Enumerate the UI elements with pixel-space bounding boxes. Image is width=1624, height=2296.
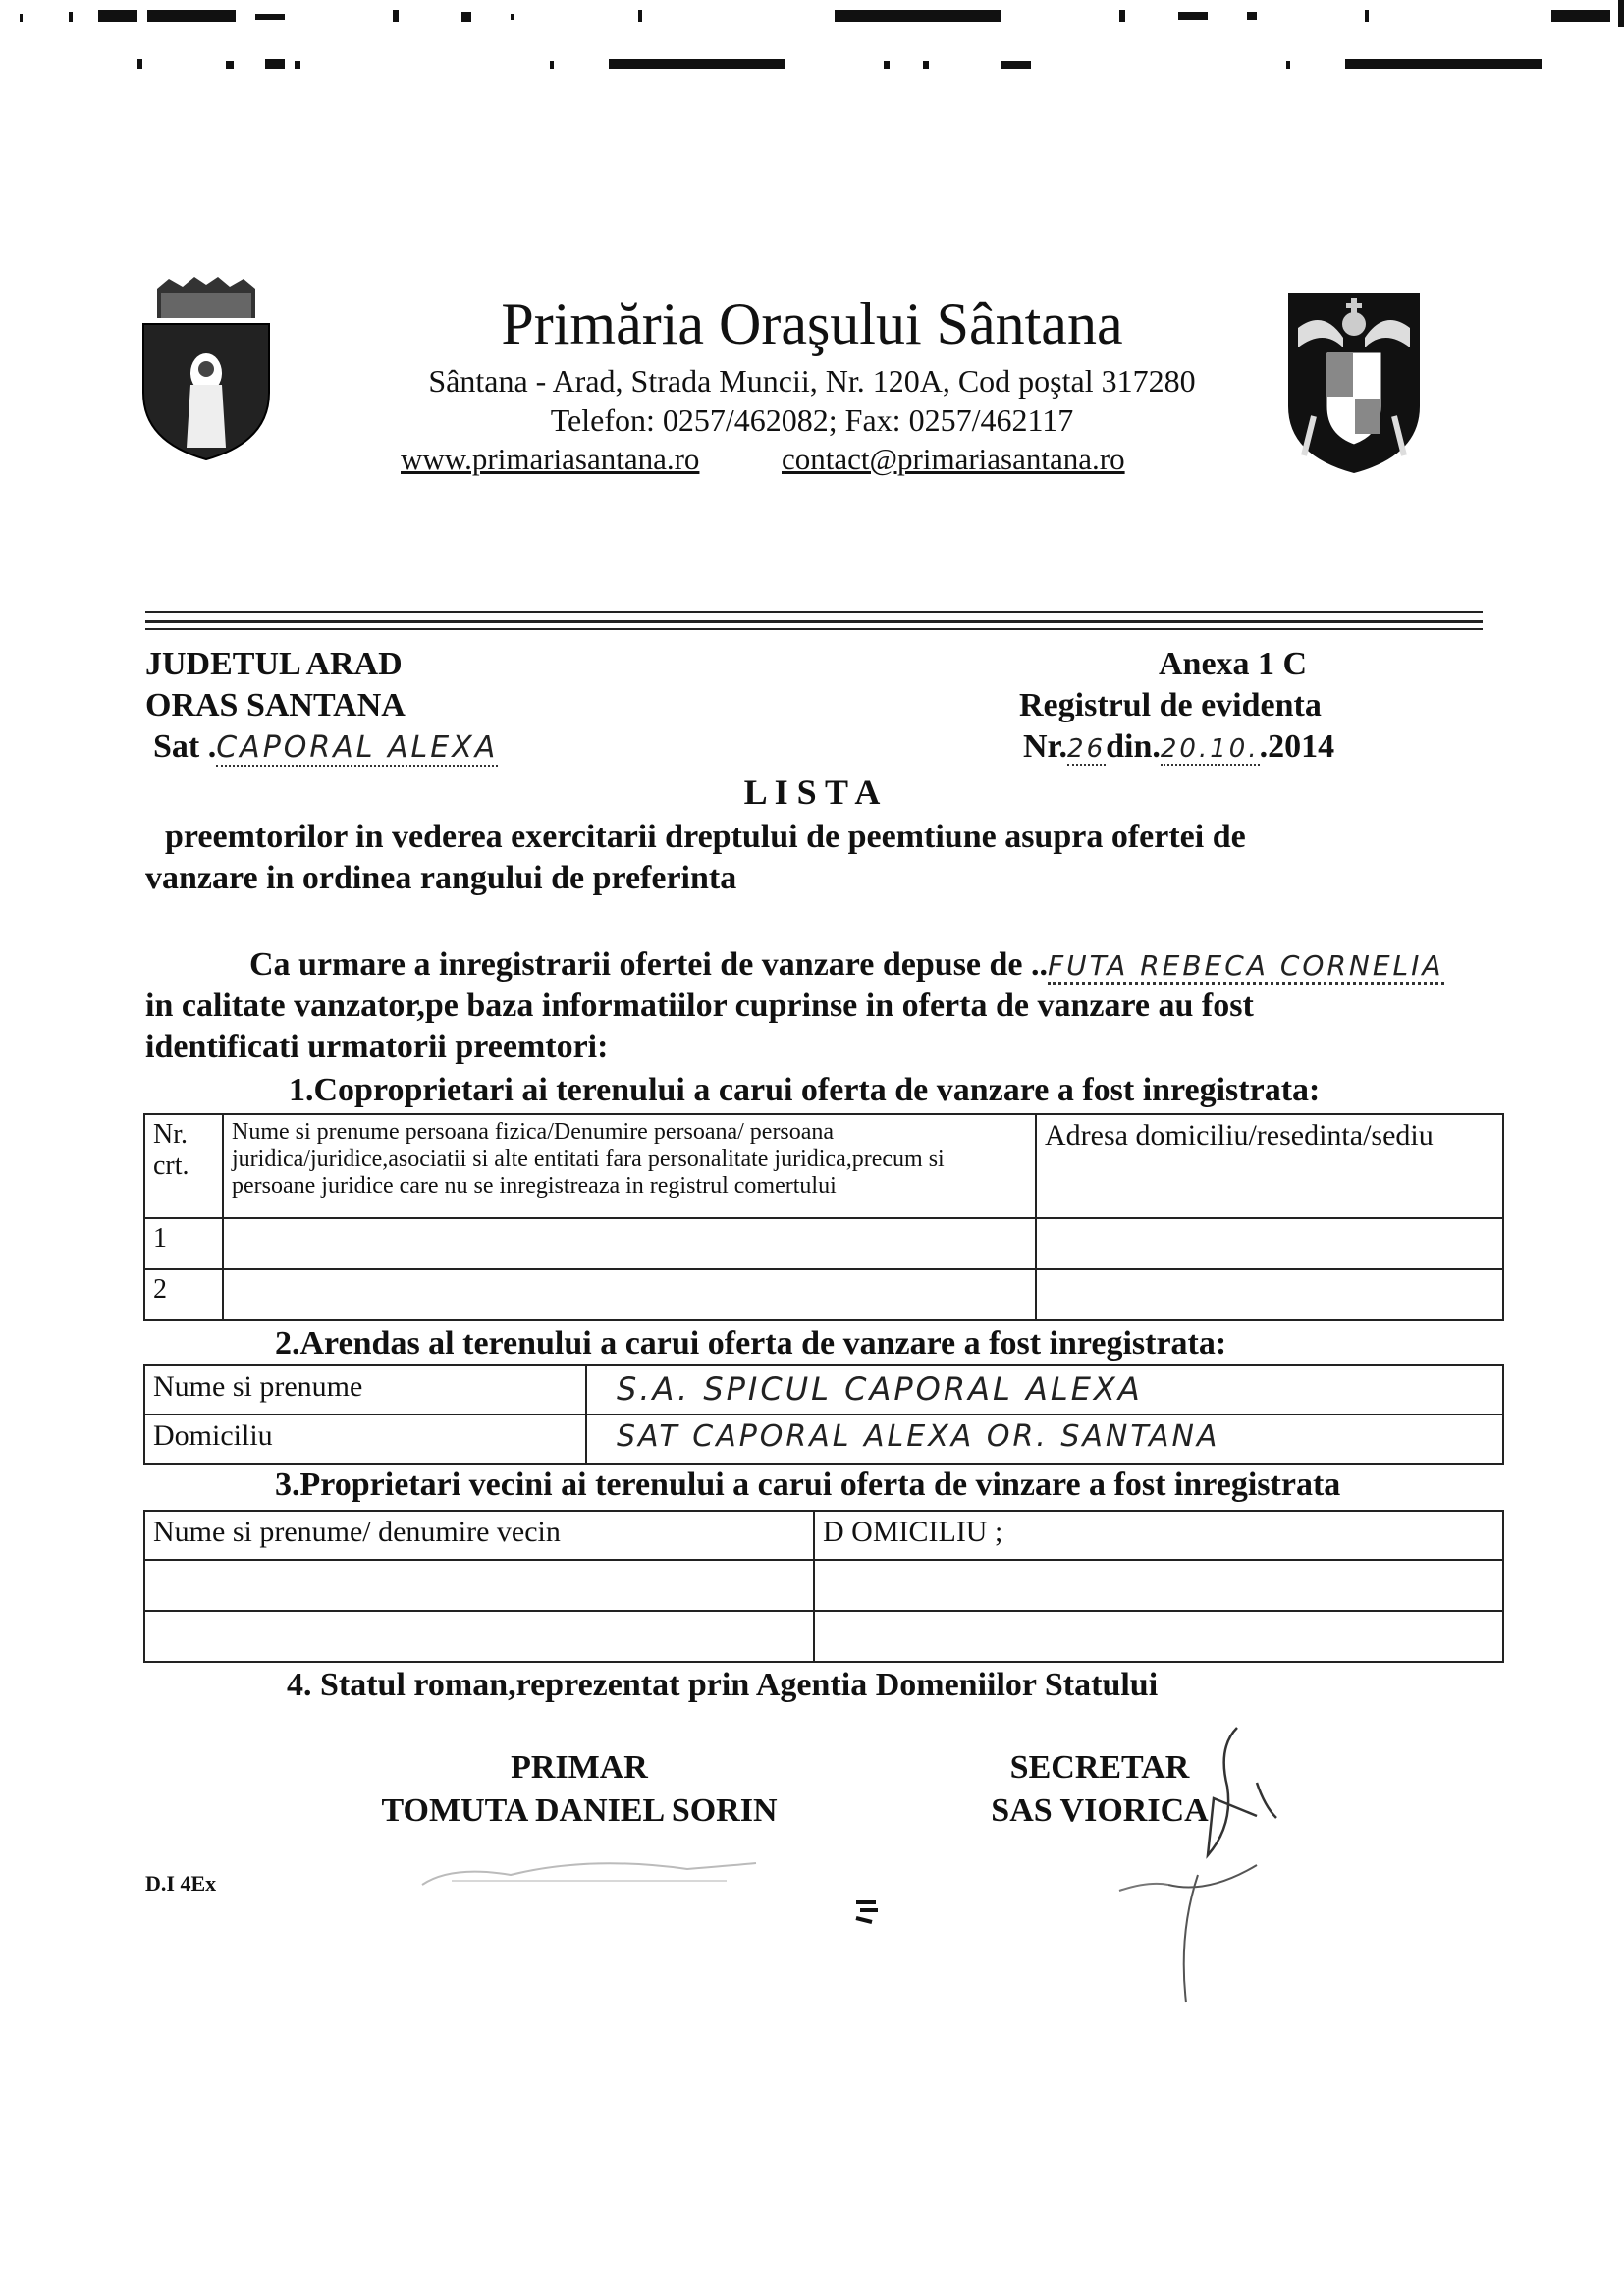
section1-heading: 1.Coproprietari ai terenului a carui oferta de vanzare a fost inregistrata: xyxy=(289,1072,1321,1108)
section4-state: 4. Statul roman,reprezentat prin Agentia Domeniilor Statului xyxy=(287,1667,1159,1703)
col-nr-header: Nr. crt. xyxy=(144,1114,223,1218)
scan-mark-icon xyxy=(852,1895,882,1928)
din-label: din. xyxy=(1106,728,1161,765)
scan-artifact-strip xyxy=(0,0,1624,88)
list-subtitle-line1: preemtorilor in vederea exercitarii dreptului de peemtiune asupra ofertei de xyxy=(165,819,1246,855)
tenant-table xyxy=(143,1364,1504,1465)
header-divider-bottom xyxy=(145,628,1483,630)
tenant-domicile-label: Domiciliu xyxy=(144,1415,586,1464)
village-line xyxy=(153,728,498,766)
neighbor-domicile-cell xyxy=(814,1560,1503,1611)
mayor-signature-stamp-icon xyxy=(393,1845,785,1904)
institution-address: Sântana - Arad, Strada Muncii, Nr. 120A, Cod poştal 317280 xyxy=(428,363,1196,399)
santana-coat-of-arms-icon xyxy=(137,275,275,461)
table-row xyxy=(144,1560,1503,1611)
table-row xyxy=(144,1611,1503,1662)
date-handwritten-value: 20.10. xyxy=(1160,734,1260,764)
year-label: .2014 xyxy=(1259,728,1335,765)
tenant-domicile-handwritten: SAT CAPORAL ALEXA OR. SANTANA xyxy=(586,1415,1503,1464)
county-label: JUDETUL ARAD xyxy=(145,646,403,682)
town-label: ORAS SANTANA xyxy=(145,687,406,723)
institution-phone-fax: Telefon: 0257/462082; Fax: 0257/462117 xyxy=(550,402,1074,438)
table-row xyxy=(144,1269,1503,1320)
nr-handwritten-value: 26 xyxy=(1067,734,1107,764)
annex-label: Anexa 1 C xyxy=(1159,646,1308,682)
neighbor-name-cell xyxy=(144,1611,814,1662)
coowners-table xyxy=(143,1113,1504,1321)
institution-title: Primăria Oraşului Sântana xyxy=(501,292,1123,356)
list-title: L I S T A xyxy=(743,773,881,812)
village-label: Sat . xyxy=(153,728,217,765)
section3-heading: 3.Proprietari vecini ai terenului a carui oferta de vinzare a fost inregistrata xyxy=(275,1467,1341,1503)
intro-text: Ca urmare a inregistrarii ofertei de vanzare depuse de .. xyxy=(249,946,1049,983)
intro-line1 xyxy=(249,946,1444,984)
row-nr: 2 xyxy=(144,1269,223,1320)
seller-handwritten-name: FUTA REBECA CORNELIA xyxy=(1048,949,1444,985)
row-name-cell xyxy=(223,1218,1036,1269)
footer-code: D.I 4Ex xyxy=(145,1871,217,1896)
nr-label: Nr. xyxy=(1023,728,1068,765)
tenant-name-label: Nume si prenume xyxy=(144,1365,586,1415)
website-link[interactable]: www.primariasantana.ro xyxy=(401,442,700,476)
village-handwritten-value: CAPORAL ALEXA xyxy=(216,730,499,765)
secretary-signature-icon xyxy=(1060,1708,1316,2022)
section2-heading: 2.Arendas al terenului a carui oferta de vanzare a fost inregistrata: xyxy=(275,1325,1227,1362)
mayor-name: TOMUTA DANIEL SORIN xyxy=(381,1792,778,1829)
row-nr: 1 xyxy=(144,1218,223,1269)
register-label: Registrul de evidenta xyxy=(1019,687,1322,723)
col-name-header: Nume si prenume persoana fizica/Denumire persoana/ persoana juridica/juridice,asociatii si alte entitati fara personalitate juridica,precum si persoane juridice care nu se inregistreaza in registrul comertului xyxy=(223,1114,1036,1218)
intro-line2: in calitate vanzator,pe baza informatiilor cuprinse in oferta de vanzare au fost xyxy=(145,988,1254,1024)
col-address-header: Adresa domiciliu/resedinta/sediu xyxy=(1036,1114,1503,1218)
row-address-cell xyxy=(1036,1218,1503,1269)
row-name-cell xyxy=(223,1269,1036,1320)
list-subtitle-line2: vanzare in ordinea rangului de preferinta xyxy=(145,860,737,896)
secretary-name: SAS VIORICA xyxy=(991,1792,1209,1829)
register-number-line xyxy=(1023,728,1334,766)
row-address-cell xyxy=(1036,1269,1503,1320)
neighbor-name-header: Nume si prenume/ denumire vecin xyxy=(144,1511,814,1560)
neighbors-table xyxy=(143,1510,1504,1663)
table-row xyxy=(144,1218,1503,1269)
neighbor-domicile-header: D OMICILIU ; xyxy=(814,1511,1503,1560)
header-divider xyxy=(145,611,1483,613)
header-divider-double xyxy=(145,620,1483,623)
intro-line3: identificati urmatorii preemtori: xyxy=(145,1029,609,1065)
mayor-title: PRIMAR xyxy=(511,1749,648,1786)
secretary-title: SECRETAR xyxy=(1009,1749,1190,1786)
tenant-name-handwritten: S.A. SPICUL CAPORAL ALEXA xyxy=(586,1365,1503,1415)
email-link[interactable]: contact@primariasantana.ro xyxy=(782,442,1125,476)
neighbor-name-cell xyxy=(144,1560,814,1611)
neighbor-domicile-cell xyxy=(814,1611,1503,1662)
